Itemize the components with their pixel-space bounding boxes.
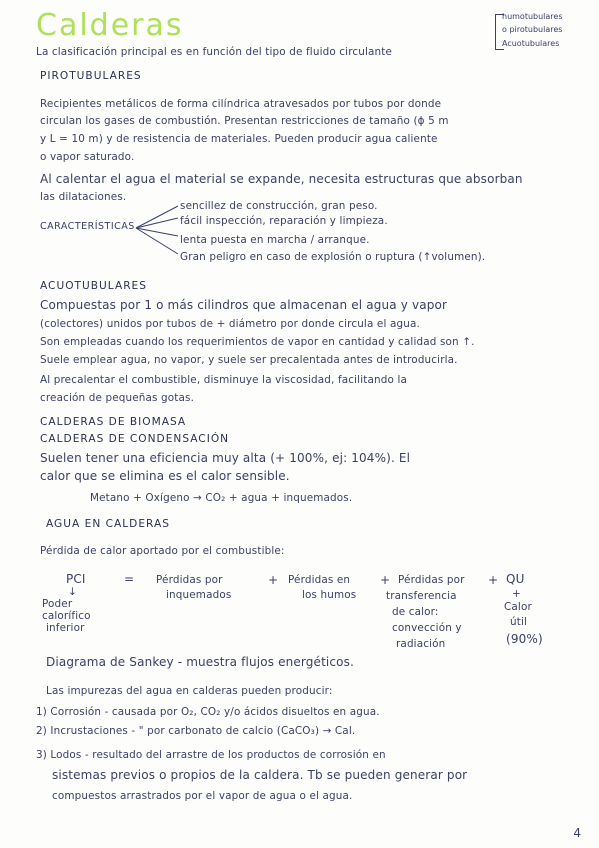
eq-equals: = [124, 572, 135, 586]
impureza-item: 2) Incrustaciones - " por carbonato de calcio (CaCO₃) → Cal. [36, 725, 356, 737]
condensacion-line: Suelen tener una eficiencia muy alta (+ 100%, ej: 104%). El [40, 451, 411, 465]
eq-term3: Pérdidas por [398, 574, 465, 586]
eq-qu: QU [506, 572, 525, 586]
side-type-2: o pirotubulares [502, 25, 563, 34]
acuo-line: Compuestas por 1 o más cilindros que almacenan el agua y vapor [40, 298, 448, 312]
eq-plus: + [488, 573, 499, 587]
eq-term1b: inquemados [166, 589, 232, 601]
piro-line: o vapor saturado. [40, 151, 135, 163]
eq-term3c: de calor: [392, 606, 439, 618]
reaction-line: Metano + Oxígeno → CO₂ + agua + inquemados. [90, 492, 353, 504]
pci-label: calorífico [42, 610, 91, 622]
qu-percent: (90%) [506, 632, 543, 646]
eq-term3b: transferencia [386, 590, 457, 602]
condensacion-line: calor que se elimina es el calor sensible. [40, 469, 290, 483]
eq-term2: Pérdidas en [288, 574, 351, 586]
page-title: Calderas [36, 8, 184, 43]
eq-term2b: los humos [302, 589, 357, 601]
piro-line: las dilataciones. [40, 191, 127, 203]
caracteristica-item: lenta puesta en marcha / arranque. [180, 234, 370, 246]
qu-plus: + [512, 588, 521, 600]
heading-acuotubulares: ACUOTUBULARES [40, 280, 147, 292]
acuo-line: Suele emplear agua, no vapor, y suele ser precalentada antes de introducirla. [40, 354, 458, 366]
heading-pirotubulares: PIROTUBULARES [40, 70, 142, 82]
page-number: 4 [573, 826, 581, 840]
eq-term3d: convección y [392, 622, 462, 634]
eq-term3e: radiación [396, 638, 446, 650]
qu-label: útil [510, 616, 528, 628]
piro-line: Al calentar el agua el material se expande, necesita estructuras que absorban [40, 172, 523, 186]
impurezas-line: Las impurezas del agua en calderas pueden producir: [46, 685, 333, 697]
eq-plus: + [268, 573, 279, 587]
impureza-item: 3) Lodos - resultado del arrastre de los productos de corrosión en [36, 749, 386, 761]
caracteristicas-label: CARACTERÍSTICAS [40, 221, 135, 232]
caracteristica-item: fácil inspección, reparación y limpieza. [180, 215, 388, 227]
heading-condensacion: CALDERAS DE CONDENSACIÓN [40, 433, 230, 445]
piro-line: Recipientes metálicos de forma cilíndrica atravesados por tubos por donde [40, 98, 442, 110]
acuo-line: Son empleadas cuando los requerimientos de vapor en cantidad y calidad son ↑. [40, 336, 475, 348]
eq-term1: Pérdidas por [156, 574, 223, 586]
caracteristicas-arrows [134, 200, 182, 260]
caracteristica-item: sencillez de construcción, gran peso. [180, 200, 378, 212]
piro-line: circulan los gases de combustión. Presentan restricciones de tamaño (ϕ 5 m [40, 115, 449, 127]
side-type-1: humotubulares [502, 12, 563, 21]
eq-plus: + [380, 573, 391, 587]
side-type-3: Acuotubulares [502, 39, 560, 48]
eq-pci: PCI [66, 572, 86, 586]
acuo-line: creación de pequeñas gotas. [40, 392, 195, 404]
piro-line: y L = 10 m) y de resistencia de materiales. Pueden producir agua caliente [40, 133, 438, 145]
arrow-down-icon: ↓ [68, 586, 77, 598]
impureza-item: 1) Corrosión - causada por O₂, CO₂ y/o ácidos disueltos en agua. [36, 706, 380, 718]
qu-label: Calor [504, 601, 532, 613]
acuo-line: (colectores) unidos por tubos de + diámetro por donde circula el agua. [40, 318, 420, 330]
agua-line: Pérdida de calor aportado por el combustible: [40, 545, 285, 557]
pci-label: Poder [42, 598, 73, 610]
impureza-item: sistemas previos o propios de la caldera. Tb se pueden generar por [52, 768, 468, 782]
acuo-line: Al precalentar el combustible, disminuye la viscosidad, facilitando la [40, 374, 407, 386]
intro-line: La clasificación principal es en función del tipo de fluido circulante [36, 46, 393, 58]
sankey-line: Diagrama de Sankey - muestra flujos energéticos. [46, 655, 355, 669]
heading-biomasa: CALDERAS DE BIOMASA [40, 416, 187, 428]
impureza-item: compuestos arrastrados por el vapor de agua o el agua. [52, 790, 353, 802]
pci-label: inferior [46, 622, 85, 634]
heading-agua: AGUA EN CALDERAS [46, 518, 170, 530]
caracteristica-item: Gran peligro en caso de explosión o ruptura (↑volumen). [180, 251, 486, 263]
